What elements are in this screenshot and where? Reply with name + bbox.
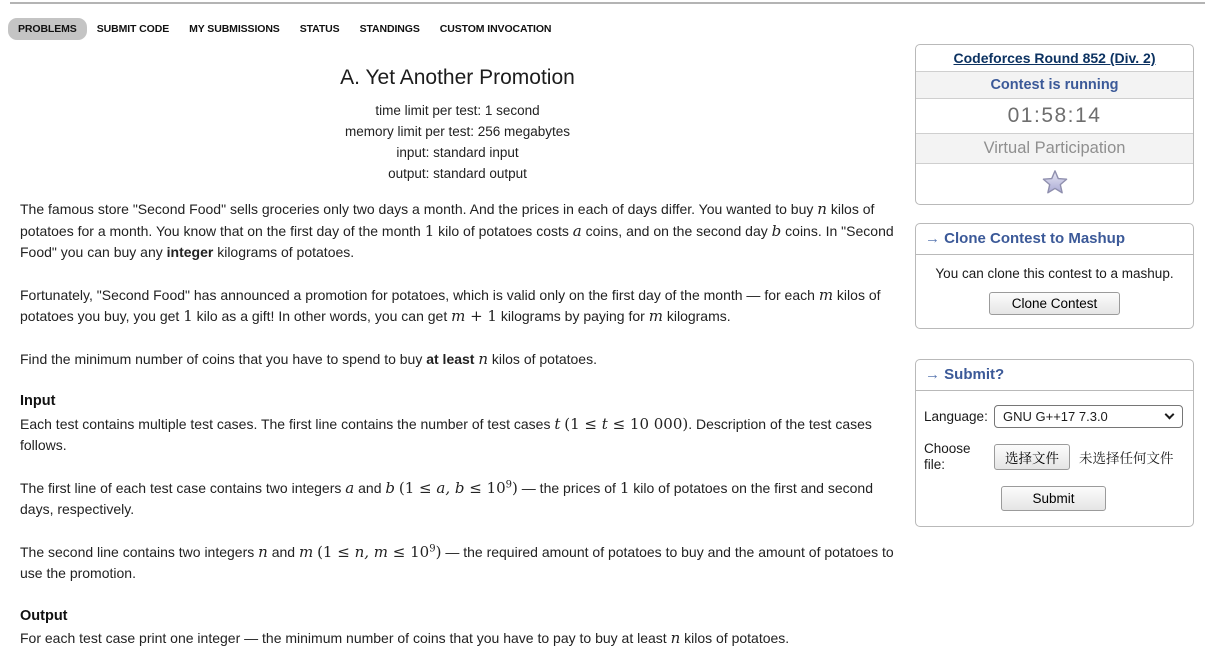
- clone-body: [916, 255, 1193, 328]
- contest-title-row: [916, 45, 1193, 72]
- top-divider: [10, 2, 1205, 4]
- math-text: a, b: [436, 478, 465, 497]
- problem-header: [20, 66, 895, 184]
- submit-caption-label: Submit?: [944, 366, 1005, 383]
- plain-text: kilograms.: [662, 308, 731, 324]
- sidebar: [915, 44, 1194, 527]
- file-control: [994, 444, 1174, 470]
- plain-text: coins, and on the second day: [581, 222, 772, 239]
- plain-text: kilograms of potatoes.: [213, 244, 355, 260]
- language-select[interactable]: [994, 405, 1183, 428]
- math-text: m: [648, 307, 663, 325]
- plain-text: Each test contains multiple test cases. The first line contains the number of test cases: [20, 415, 555, 432]
- statement-paragraph: [20, 628, 895, 650]
- submit-caption: [916, 360, 1193, 391]
- plain-text: The second line contains two integers: [20, 543, 259, 560]
- math-text: n: [258, 542, 268, 561]
- plain-text: kilos of potatoes.: [680, 630, 790, 646]
- choose-file-button[interactable]: 选择文件: [994, 444, 1070, 470]
- tab-custom-invocation[interactable]: CUSTOM INVOCATION: [439, 23, 552, 35]
- plain-text: Fortunately, "Second Food" has announced a promotion for potatoes, which is valid only on the first day of the month — for each: [20, 286, 819, 303]
- plain-text: The famous store "Second Food" sells groceries only two days a month. And the prices in each of days differ. You wanted to buy: [20, 201, 818, 217]
- star-icon[interactable]: [1042, 169, 1068, 194]
- plain-text: kilo of potatoes costs: [434, 222, 573, 239]
- statement-paragraph: [20, 414, 895, 457]
- clone-box: [915, 223, 1194, 329]
- math-text: ≤ 10 000): [607, 414, 689, 433]
- meta-line: memory limit per test: 256 megabytes: [344, 124, 571, 139]
- math-text: a: [345, 478, 355, 497]
- submit-box: [915, 359, 1194, 527]
- language-row: [924, 405, 1183, 428]
- clone-caption-label: Clone Contest to Mashup: [944, 230, 1125, 247]
- plain-text: The first line of each test case contains two integers: [20, 479, 346, 496]
- plain-text: kilos of potatoes.: [488, 350, 597, 367]
- math-text: t: [554, 414, 561, 433]
- problem-meta: [20, 100, 895, 184]
- content-row: [0, 40, 1205, 671]
- plain-text: coins. In "Second Food" you can buy any: [20, 222, 894, 260]
- math-text: n: [478, 349, 489, 368]
- math-text: 9: [505, 478, 513, 490]
- math-text: + 1: [465, 307, 497, 325]
- tab-my-submissions[interactable]: MY SUBMISSIONS: [189, 23, 280, 35]
- arrow-right-icon: →: [925, 366, 940, 383]
- plain-text: kilos of potatoes you buy, you get: [20, 286, 881, 324]
- statement-paragraph: [20, 349, 895, 371]
- clone-text: You can clone this contest to a mashup.: [935, 266, 1174, 281]
- tab-standings[interactable]: STANDINGS: [359, 23, 420, 35]
- bold-text: integer: [166, 244, 214, 260]
- plain-text: kilograms by paying for: [496, 308, 649, 324]
- math-text: t: [601, 414, 608, 433]
- contest-status: Contest is running: [916, 72, 1193, 99]
- submit-row: [924, 486, 1183, 511]
- math-text: b: [385, 478, 395, 497]
- bold-text: at least: [426, 350, 475, 367]
- problem-title: A. Yet Another Promotion: [340, 66, 575, 89]
- statement-paragraph: [20, 542, 895, 585]
- clone-caption: [916, 224, 1193, 255]
- plain-text: — the prices of: [517, 479, 620, 496]
- math-text: n: [817, 200, 827, 218]
- tab-problems[interactable]: PROBLEMS: [8, 18, 87, 40]
- math-text: ≤ 10: [464, 478, 506, 497]
- submit-form: [916, 391, 1193, 526]
- plain-text: kilo as a gift! In other words, you can get: [192, 308, 452, 324]
- plain-text: — the required amount of potatoes to buy and the amount of potatoes to use the promotion.: [20, 543, 894, 581]
- participation-mode: Virtual Participation: [916, 134, 1193, 164]
- math-text: m: [818, 285, 834, 304]
- contest-tabs: [8, 18, 1205, 40]
- math-text: n: [670, 629, 681, 647]
- plain-text: kilos of potatoes for a month. You know that on the first day of the month: [20, 201, 875, 239]
- math-text: 1: [619, 478, 630, 497]
- contest-link[interactable]: Codeforces Round 852 (Div. 2): [953, 50, 1156, 66]
- math-text: 1: [183, 307, 193, 325]
- choose-file-row: [924, 441, 1183, 473]
- section-title: Input: [20, 393, 56, 409]
- meta-line: time limit per test: 1 second: [375, 103, 540, 118]
- plain-text: . Description of the test cases follows.: [20, 415, 872, 453]
- math-text: 9: [429, 542, 436, 554]
- clone-contest-button[interactable]: Clone Contest: [989, 292, 1121, 315]
- meta-line: input: standard input: [396, 145, 519, 160]
- statement-paragraph: [20, 285, 895, 328]
- math-text: a: [572, 221, 582, 240]
- language-label: Language:: [924, 408, 988, 424]
- math-text: n, m: [354, 542, 388, 561]
- math-text: ): [435, 542, 442, 561]
- plain-text: Find the minimum number of coins that you have to spend to buy: [20, 350, 427, 367]
- contest-box: [915, 44, 1194, 205]
- file-status: 未选择任何文件: [1079, 451, 1174, 466]
- tab-submit-code[interactable]: SUBMIT CODE: [96, 23, 170, 35]
- plain-text: For each test case print one integer — the minimum number of coins that you have to pay to buy at least: [20, 630, 671, 646]
- tab-status[interactable]: STATUS: [299, 23, 340, 35]
- math-text: 1: [424, 221, 435, 240]
- math-text: m: [298, 542, 314, 561]
- star-row: [916, 164, 1193, 204]
- meta-line: output: standard output: [388, 166, 527, 181]
- math-text: ): [512, 478, 518, 497]
- language-selected-value: GNU G++17 7.3.0: [1003, 409, 1108, 424]
- problem-statement: [20, 40, 895, 671]
- math-text: (1 ≤: [564, 414, 602, 433]
- math-text: ≤ 10: [388, 542, 430, 561]
- math-text: m: [451, 307, 466, 325]
- contest-timer: 01:58:14: [916, 99, 1193, 134]
- plain-text: and: [354, 479, 386, 496]
- section-title: Output: [20, 607, 68, 624]
- choose-file-label: Choose file:: [924, 441, 971, 472]
- statement-paragraph: [20, 199, 895, 264]
- math-text: (1 ≤: [317, 542, 355, 561]
- submit-button[interactable]: Submit: [1001, 486, 1105, 511]
- plain-text: kilo of potatoes on the first and second days, respectively.: [20, 479, 873, 517]
- chevron-down-icon: [1165, 410, 1175, 420]
- arrow-right-icon: →: [925, 230, 940, 247]
- plain-text: and: [267, 543, 299, 560]
- math-text: (1 ≤: [398, 478, 437, 497]
- statement-paragraph: [20, 478, 895, 521]
- math-text: b: [771, 221, 782, 240]
